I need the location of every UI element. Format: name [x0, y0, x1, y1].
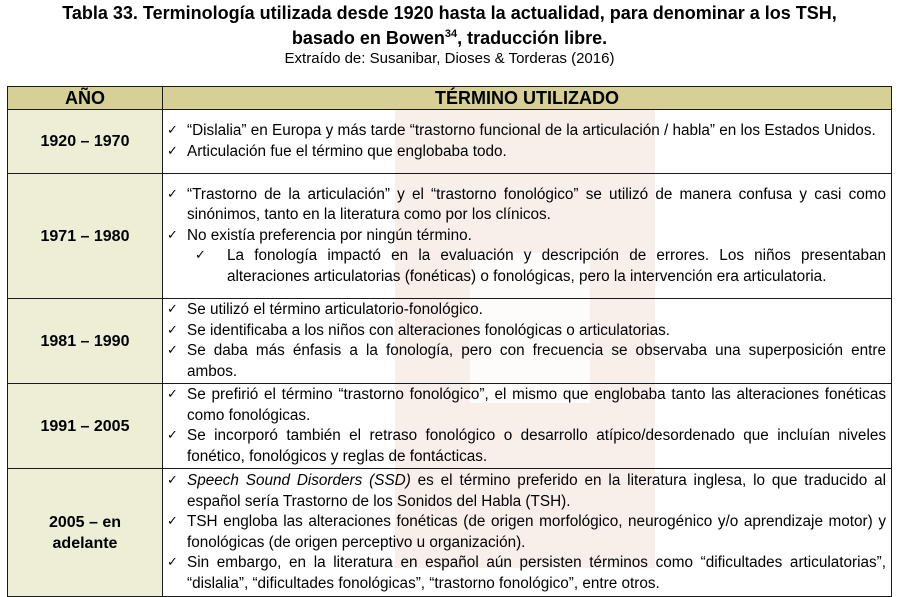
- citation-number: 34: [444, 28, 458, 40]
- checkmark-icon: ✓: [167, 227, 178, 243]
- list-item-text: Se identificaba a los niños con alteraciones fonológicas o articulatorias.: [187, 321, 670, 339]
- checkmark-icon: ✓: [167, 186, 178, 202]
- year-cell: 1991 – 2005: [8, 384, 163, 469]
- year-cell: 1971 – 1980: [8, 174, 163, 299]
- checkmark-icon: ✓: [167, 343, 178, 358]
- list-item: [167, 185, 886, 226]
- list-item: [167, 341, 886, 382]
- checkmark-icon: ✓: [167, 514, 178, 529]
- term-cell: [163, 299, 892, 384]
- title-line-1: Tabla 33. Terminología utilizada desde 1920 hasta la actualidad, para denominar a los TSH,: [62, 3, 837, 23]
- source-caption: Extraído de: Susanibar, Dioses & Torderas (2016): [284, 50, 615, 67]
- list-item-text: “Dislalia” en Europa y más tarde “trastorno funcional de la articulación / habla” en los Estados Unidos.: [187, 122, 876, 139]
- checkmark-icon: ✓: [167, 143, 178, 159]
- term-cell: [163, 110, 892, 174]
- term-cell: [163, 469, 892, 597]
- list-item: [167, 471, 886, 512]
- term-emphasis: Speech Sound Disorders (SSD): [187, 472, 411, 489]
- list-item-text: La fonología impactó en la evaluación y descripción de errores. Los niños presentaban alteraciones articulatorias (fonéticas) o fonológicas, pero la intervención era articulatoria.: [227, 247, 886, 285]
- year-line-2: adelante: [52, 534, 118, 552]
- year-cell: 1981 – 1990: [8, 299, 163, 384]
- header-year: AÑO: [8, 87, 163, 110]
- list-item: [167, 426, 886, 467]
- checkmark-icon: ✓: [167, 387, 178, 402]
- table-row: [8, 469, 892, 597]
- list-item: [167, 385, 886, 426]
- checkmark-icon: ✓: [167, 428, 178, 443]
- list-item-text: Se incorporó también el retraso fonológico o desarrollo atípico/desordenado que incluían niveles fonético, fonológicos y reglas de fontácticas.: [187, 427, 886, 465]
- checkmark-icon: ✓: [167, 302, 178, 317]
- table-row: [8, 174, 892, 299]
- title-line-2: [0, 24, 899, 49]
- year-cell: 1920 – 1970: [8, 110, 163, 174]
- list-item-text: No existía preferencia por ningún término.: [187, 226, 472, 244]
- list-item-text: Se prefirió el término “trastorno fonológico”, el mismo que englobaba tanto las alteraciones fonéticas como fonológicas.: [187, 386, 886, 424]
- terminology-table: [7, 86, 892, 597]
- checkmark-icon: ✓: [167, 322, 178, 338]
- list-item: [167, 512, 886, 553]
- list-item: [167, 226, 886, 247]
- checkmark-icon: ✓: [167, 555, 178, 570]
- list-item-text: Se daba más énfasis a la fonología, pero con frecuencia se observaba una superposición entre ambos.: [187, 342, 886, 380]
- table-row: [8, 299, 892, 384]
- table-title: [0, 3, 899, 49]
- checkmark-icon: ✓: [167, 123, 178, 138]
- checkmark-icon: ✓: [195, 248, 206, 264]
- title-text-end: , traducción libre.: [457, 28, 608, 48]
- checkmark-icon: ✓: [167, 473, 178, 488]
- year-line-1: 2005 – en: [48, 513, 122, 531]
- list-item-text: Sin embargo, en la literatura en español aún persisten términos como “dificultades articulatorias”, “dislalia”, “dificultades fonológicas”, “trastorno fonológico”, entre otros.: [187, 554, 886, 592]
- list-item-text: Articulación fue el término que englobaba todo.: [187, 142, 507, 160]
- list-item: [167, 142, 886, 163]
- term-cell: [163, 384, 892, 469]
- year-cell: [8, 469, 163, 597]
- list-item-text: Se utilizó el término articulatorio-fonológico.: [187, 301, 483, 318]
- term-cell: [163, 174, 892, 299]
- table-row: [8, 384, 892, 469]
- list-item-text: TSH engloba las alteraciones fonéticas (de origen morfológico, neurogénico y/o aprendizaje motor) y fonológicas (de origen perceptivo u organización).: [187, 513, 886, 551]
- list-item-text: “Trastorno de la articulación” y el “trastorno fonológico” se utilizó de manera confusa y casi como sinónimos, tanto en la literatura como por los clínicos.: [187, 185, 886, 224]
- list-item-text: es el término preferido en la literatura inglesa, lo que traducido al español sería Trastorno de los Sonidos del Habla (TSH).: [187, 472, 886, 510]
- list-item: [167, 300, 886, 321]
- header-term: TÉRMINO UTILIZADO: [163, 87, 892, 110]
- sub-list-item: [167, 246, 886, 287]
- title-text: basado en Bowen: [291, 28, 445, 48]
- table-row: [8, 110, 892, 174]
- list-item: [167, 121, 886, 142]
- list-item: [167, 553, 886, 594]
- table-header-row: [8, 87, 892, 110]
- list-item: [167, 321, 886, 342]
